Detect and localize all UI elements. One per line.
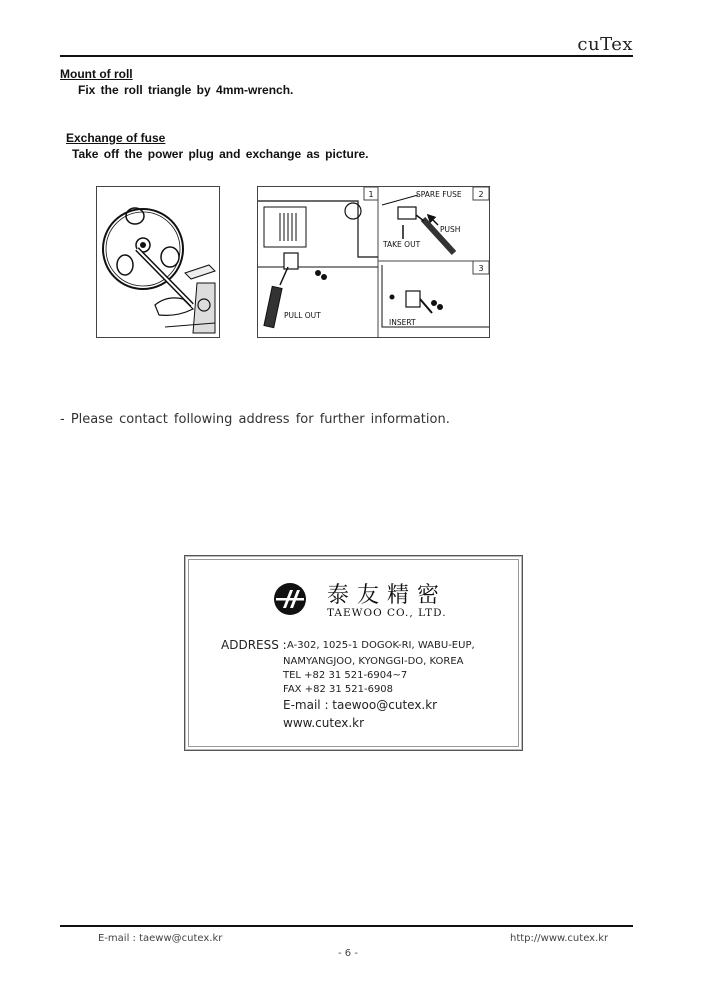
fuse-exchange-illustration (258, 187, 489, 337)
fuse-step-2-label: 2 (478, 190, 484, 199)
company-name-chinese: 泰友精密 (327, 583, 448, 608)
spare-fuse-label: SPARE FUSE (416, 190, 462, 199)
taewoo-logo-icon (273, 582, 307, 616)
footer-rule (60, 925, 633, 927)
card-email: E-mail : taewoo@cutex.kr (283, 698, 438, 712)
insert-label: INSERT (389, 318, 416, 327)
card-website: www.cutex.kr (283, 716, 365, 730)
address-label: ADDRESS : (221, 638, 287, 652)
pull-out-label: PULL OUT (284, 311, 321, 320)
address-line-2: NAMYANGJOO, KYONGGI-DO, KOREA (283, 656, 464, 667)
roll-mount-illustration (97, 187, 219, 337)
tel-number: TEL +82 31 521-6904~7 (283, 670, 408, 681)
push-label: PUSH (440, 225, 461, 234)
footer-email: E-mail : taeww@cutex.kr (98, 933, 223, 944)
section-title-exchange-fuse: Exchange of fuse (66, 131, 166, 145)
page-number: - 6 - (338, 948, 358, 959)
fax-number: FAX +82 31 521-6908 (283, 684, 394, 695)
header-rule (60, 55, 633, 57)
figure-fuse-exchange (257, 186, 490, 338)
fuse-step-1-label: 1 (368, 190, 374, 199)
section-text-mount-roll: Fix the roll triangle by 4mm-wrench. (78, 83, 294, 97)
fuse-step-3-label: 3 (478, 264, 484, 273)
section-title-mount-roll: Mount of roll (60, 67, 133, 81)
footer-url: http://www.cutex.kr (510, 933, 609, 944)
figure-roll-mount (96, 186, 220, 338)
company-card (184, 555, 523, 751)
address-line-1: A-302, 1025-1 DOGOK-RI, WABU-EUP, (287, 640, 475, 651)
section-text-exchange-fuse: Take off the power plug and exchange as picture. (72, 147, 369, 161)
take-out-label: TAKE OUT (383, 240, 421, 249)
brand-logo-text: cuTex (577, 34, 633, 55)
company-name-english: TAEWOO CO., LTD. (327, 607, 447, 619)
contact-note: - Please contact following address for further information. (60, 412, 450, 427)
